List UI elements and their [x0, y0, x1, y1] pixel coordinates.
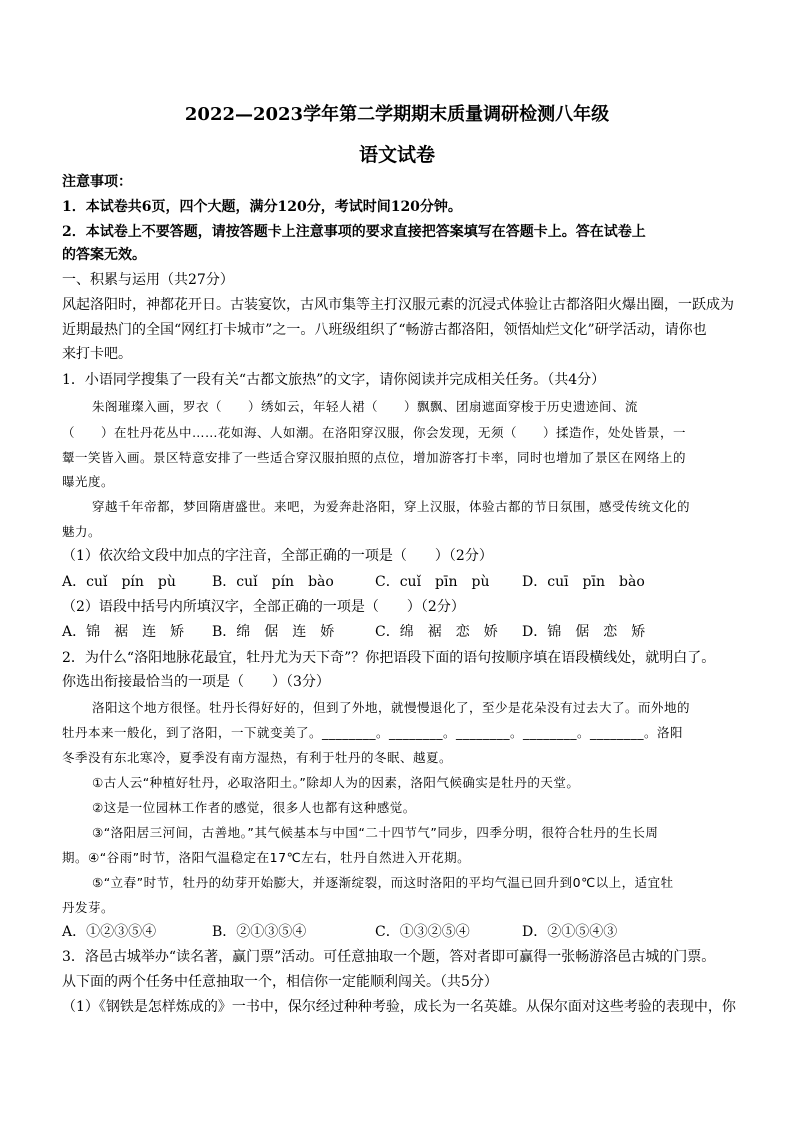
q2-stem-line-1: 2．为什么“洛阳地脉花最宜，牡丹尤为天下奇”？你把语段下面的语句按顺序填在语段横线处，就明白了。 [62, 650, 716, 666]
q2-sentence-3-line-1: ③“洛阳居三河间，古善地。”其气候基本与中国“二十四节气”同步，四季分明，很符合牡丹的生长周 [92, 825, 659, 840]
q1-passage-p2-line-1: 穿越千年帝都，梦回隋唐盛世。来吧，为爱奔赴洛阳，穿上汉服，体验古都的节日氛围，感受传统文化的 [92, 499, 691, 514]
q1-sub1-stem: （1）依次给文段中加点的字注音，全部正确的一项是（ ）（2分） [62, 548, 493, 564]
q2-passage-line-2: 牡丹本来一般化，到了洛阳，一下就变美了。________。________。________。________。________。洛阳 [62, 725, 684, 740]
q1-stem: 1．小语同学搜集了一段有关“古都文旅热”的文字，请你阅读并完成相关任务。（共4分） [62, 372, 606, 388]
q1-sub2-option-d: D．锦 倨 恋 矫 [522, 624, 646, 640]
q1-sub1-option-b: B．cuǐ pín bào [212, 574, 334, 590]
q2-sentence-5-line-2: 丹发芽。 [62, 900, 115, 915]
exam-title: 2022—2023学年第二学期期末质量调研检测八年级 [184, 104, 610, 125]
q2-passage-line-3: 冬季没有东北寒冷，夏季没有南方湿热，有利于牡丹的冬眠、越夏。 [62, 750, 453, 765]
q1-sub1-option-c: C．cuǐ pīn pù [375, 574, 490, 590]
notes-item-1: 1．本试卷共6页，四个大题，满分120分，考试时间120分钟。 [62, 199, 462, 215]
q2-sentence-3-line-2: 期。④“谷雨”时节，洛阳气温稳定在17℃左右，牡丹自然进入开花期。 [62, 850, 471, 865]
q1-passage-p2-line-2: 魅力。 [62, 524, 102, 539]
section1-intro-line-1: 风起洛阳时，神都花开日。古装宴饮，古风市集等主打汉服元素的沉浸式体验让古都洛阳火爆出圈，一跃成为 [62, 297, 734, 313]
exam-subtitle: 语文试卷 [358, 144, 435, 166]
section1-intro-line-3: 来打卡吧。 [62, 346, 132, 362]
q2-option-d: D．②①⑤④③ [522, 924, 618, 940]
q1-sub2-option-c: C．绵 裾 恋 娇 [375, 624, 498, 640]
q3-sub1-stem: （1）《钢铁是怎样炼成的》一书中，保尔经过种种考验，成长为一名英雄。从保尔面对这些考验的表现中，你 [62, 999, 736, 1015]
q1-sub2-option-a: A．锦 裾 连 矫 [62, 624, 185, 640]
q2-option-c: C．①③②⑤④ [375, 924, 470, 940]
q2-sentence-1: ①古人云“种植好牡丹，必取洛阳土。”除却人为的因素，洛阳气候确实是牡丹的天堂。 [92, 775, 580, 790]
section1-heading: 一、积累与运用（共27分） [62, 272, 234, 288]
q1-passage-p1-line-1: 朱阁璀璨入画，罗衣（ ）绣如云，年轻人裙（ ）飘飘、团扇遮面穿梭于历史遗迹间、流 [92, 399, 639, 414]
q2-passage-line-1: 洛阳这个地方很怪。牡丹长得好好的，但到了外地，就慢慢退化了，至少是花朵没有过去大了。而外地的 [92, 700, 691, 715]
q1-passage-p1-line-3: 颦一笑皆入画。景区特意安排了一些适合穿汉服拍照的点位，增加游客打卡率，同时也增加了景区在网络上的 [62, 450, 687, 465]
q1-sub2-option-b: B．绵 倨 连 娇 [212, 624, 335, 640]
q1-sub2-stem: （2）语段中括号内所填汉字，全部正确的一项是（ ）（2分） [62, 599, 465, 615]
q2-sentence-2: ②这是一位园林工作者的感觉，很多人也都有这种感觉。 [92, 800, 416, 815]
q2-option-b: B．②①③⑤④ [212, 924, 307, 940]
q2-sentence-5-line-1: ⑤“立春”时节，牡丹的幼芽开始膨大，并逐渐绽裂，而这时洛阳的平均气温已回升到0℃以上，适宜牡 [92, 875, 674, 890]
section1-intro-line-2: 近期最热门的全国“网红打卡城市”之一。八班级组织了“畅游古都洛阳，领悟灿烂文化”研学活动，请你也 [62, 322, 707, 338]
q3-stem-line-2: 从下面的两个任务中任意抽取一个，相信你一定能顺利闯关。（共5分） [62, 974, 498, 990]
notes-heading: 注意事项： [62, 174, 132, 190]
q1-passage-p1-line-2: （ ）在牡丹花丛中……花如海、人如潮。在洛阳穿汉服，你会发现，无须（ ）揉造作，处处皆景，一 [62, 425, 687, 440]
q1-passage-p1-line-4: 曝光度。 [62, 474, 115, 489]
q1-sub1-option-a: A．cuǐ pín pù [62, 574, 176, 590]
q1-sub1-option-d: D．cuī pīn bào [522, 574, 645, 590]
q2-stem-line-2: 你选出衔接最恰当的一项是（ ）（3分） [62, 674, 330, 690]
q3-stem-line-1: 3．洛邑古城举办“读名著，赢门票”活动。可任意抽取一个题，答对者即可赢得一张畅游洛邑古城的门票。 [62, 949, 716, 965]
q2-option-a: A．①②③⑤④ [62, 924, 157, 940]
notes-item-2-line-1: 2．本试卷上不要答题，请按答题卡上注意事项的要求直接把答案填写在答题卡上。答在试卷上 [62, 224, 646, 240]
notes-item-2-line-2: 的答案无效。 [62, 247, 146, 263]
